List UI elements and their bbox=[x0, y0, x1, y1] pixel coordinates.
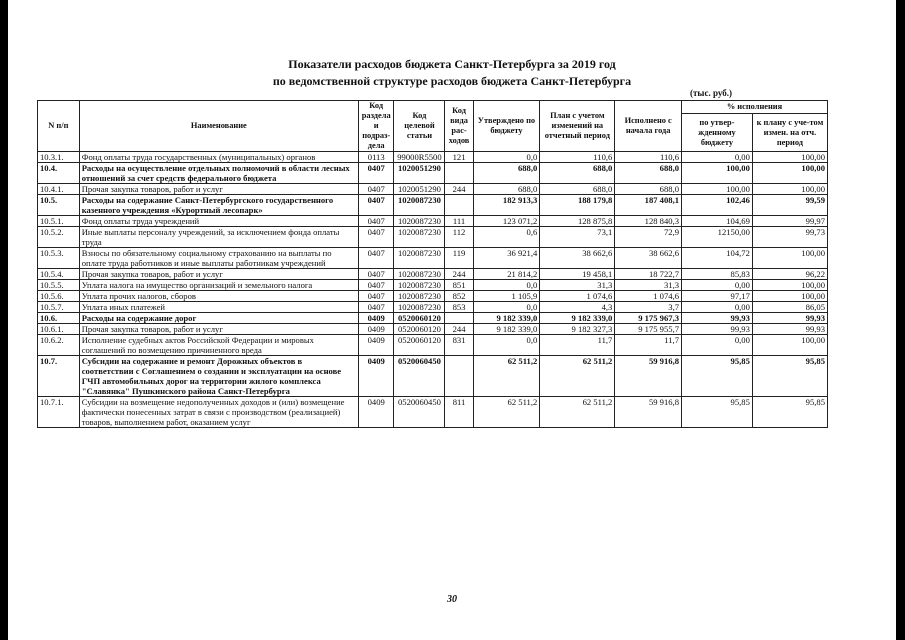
document-page bbox=[8, 0, 896, 640]
row-type bbox=[445, 356, 473, 397]
row-section: 0407 bbox=[359, 269, 394, 280]
row-approved: 9 182 339,0 bbox=[473, 313, 540, 324]
row-name: Расходы на осуществление отдельных полномочий в области лесных отношений за счет средств федерального бюджета bbox=[79, 163, 358, 184]
row-name: Расходы на содержание Санкт-Петербургского государственного казенного учреждения «Курортный лесопарк» bbox=[79, 195, 358, 216]
row-type: 121 bbox=[445, 152, 473, 163]
row-approved: 9 182 339,0 bbox=[473, 324, 540, 335]
row-plan: 9 182 327,3 bbox=[540, 324, 615, 335]
header-approved: Утверждено по бюджету bbox=[473, 101, 540, 152]
row-num: 10.6.2. bbox=[38, 335, 80, 356]
row-target: 1020087230 bbox=[394, 291, 445, 302]
row-pct-approved: 12150,00 bbox=[682, 227, 753, 248]
row-name: Иные выплаты персоналу учреждений, за исключением фонда оплаты труда bbox=[79, 227, 358, 248]
row-plan: 110,6 bbox=[540, 152, 615, 163]
table-row bbox=[38, 184, 828, 195]
row-pct-plan: 100,00 bbox=[752, 184, 827, 195]
row-executed: 110,6 bbox=[615, 152, 682, 163]
header-pct-approved: по утвер-жденному бюджету bbox=[682, 114, 753, 152]
row-pct-plan: 99,59 bbox=[752, 195, 827, 216]
row-approved: 21 814,2 bbox=[473, 269, 540, 280]
row-name: Фонд оплаты труда учреждений bbox=[79, 216, 358, 227]
row-target: 1020087230 bbox=[394, 269, 445, 280]
title-line-2: по ведомственной структуре расходов бюджета Санкт-Петербурга bbox=[272, 74, 632, 88]
header-name: Наименование bbox=[79, 101, 358, 152]
row-type: 853 bbox=[445, 302, 473, 313]
row-executed: 688,0 bbox=[615, 163, 682, 184]
row-pct-plan: 99,93 bbox=[752, 313, 827, 324]
row-name: Субсидии на содержание и ремонт Дорожных объектов в соответствии с Соглашением о создании и эксплуатации на основе ГЧП автомобильных дорог на территории жилого комплекса "Славянка" Пушкинского района Санкт-Петербурга bbox=[79, 356, 358, 397]
row-pct-approved: 97,17 bbox=[682, 291, 753, 302]
row-type: 112 bbox=[445, 227, 473, 248]
header-pct-plan: к плану с уче-том измен. на отч. период bbox=[752, 114, 827, 152]
row-section: 0409 bbox=[359, 356, 394, 397]
table-row bbox=[38, 280, 828, 291]
row-pct-plan: 100,00 bbox=[752, 335, 827, 356]
row-target: 1020087230 bbox=[394, 195, 445, 216]
row-pct-approved: 0,00 bbox=[682, 152, 753, 163]
row-approved: 0,6 bbox=[473, 227, 540, 248]
row-num: 10.5.2. bbox=[38, 227, 80, 248]
row-executed: 688,0 bbox=[615, 184, 682, 195]
row-type: 831 bbox=[445, 335, 473, 356]
row-section: 0407 bbox=[359, 216, 394, 227]
row-target: 1020087230 bbox=[394, 302, 445, 313]
row-section: 0407 bbox=[359, 291, 394, 302]
header-plan: План с учетом изменений на отчетный период bbox=[540, 101, 615, 152]
units-label: (тыс. руб.) bbox=[690, 88, 732, 98]
row-target: 1020087230 bbox=[394, 227, 445, 248]
table-row bbox=[38, 335, 828, 356]
row-plan: 38 662,6 bbox=[540, 248, 615, 269]
row-approved: 62 511,2 bbox=[473, 397, 540, 428]
row-pct-plan: 100,00 bbox=[752, 152, 827, 163]
row-name: Уплата налога на имущество организаций и земельного налога bbox=[79, 280, 358, 291]
table-row bbox=[38, 356, 828, 397]
row-target: 99000R5500 bbox=[394, 152, 445, 163]
row-pct-approved: 104,69 bbox=[682, 216, 753, 227]
row-section: 0409 bbox=[359, 397, 394, 428]
row-target: 0520060450 bbox=[394, 356, 445, 397]
row-section: 0407 bbox=[359, 248, 394, 269]
row-target: 1020051290 bbox=[394, 184, 445, 195]
table-row bbox=[38, 227, 828, 248]
row-executed: 38 662,6 bbox=[615, 248, 682, 269]
header-percent: % исполнения bbox=[682, 101, 828, 114]
row-approved: 62 511,2 bbox=[473, 356, 540, 397]
row-name: Уплата прочих налогов, сборов bbox=[79, 291, 358, 302]
row-plan: 188 179,8 bbox=[540, 195, 615, 216]
row-pct-approved: 99,93 bbox=[682, 324, 753, 335]
row-plan: 19 458,1 bbox=[540, 269, 615, 280]
row-name: Фонд оплаты труда государственных (муниципальных) органов bbox=[79, 152, 358, 163]
row-section: 0409 bbox=[359, 313, 394, 324]
table-row bbox=[38, 291, 828, 302]
row-executed: 3,7 bbox=[615, 302, 682, 313]
row-target: 1020087230 bbox=[394, 216, 445, 227]
row-approved: 182 913,3 bbox=[473, 195, 540, 216]
row-pct-plan: 99,73 bbox=[752, 227, 827, 248]
row-approved: 0,0 bbox=[473, 280, 540, 291]
row-name: Уплата иных платежей bbox=[79, 302, 358, 313]
row-type: 244 bbox=[445, 324, 473, 335]
row-section: 0407 bbox=[359, 184, 394, 195]
row-num: 10.6. bbox=[38, 313, 80, 324]
row-num: 10.7. bbox=[38, 356, 80, 397]
row-section: 0407 bbox=[359, 280, 394, 291]
row-section: 0113 bbox=[359, 152, 394, 163]
table-row bbox=[38, 248, 828, 269]
table-row bbox=[38, 195, 828, 216]
row-section: 0407 bbox=[359, 163, 394, 184]
row-plan: 73,1 bbox=[540, 227, 615, 248]
row-pct-plan: 99,97 bbox=[752, 216, 827, 227]
row-approved: 36 921,4 bbox=[473, 248, 540, 269]
row-pct-plan: 100,00 bbox=[752, 248, 827, 269]
row-section: 0407 bbox=[359, 302, 394, 313]
row-executed: 72,9 bbox=[615, 227, 682, 248]
row-approved: 688,0 bbox=[473, 184, 540, 195]
row-pct-approved: 99,93 bbox=[682, 313, 753, 324]
row-approved: 1 105,9 bbox=[473, 291, 540, 302]
row-num: 10.4. bbox=[38, 163, 80, 184]
row-plan: 9 182 339,0 bbox=[540, 313, 615, 324]
row-pct-plan: 95,85 bbox=[752, 356, 827, 397]
row-section: 0407 bbox=[359, 227, 394, 248]
row-executed: 59 916,8 bbox=[615, 397, 682, 428]
table-row bbox=[38, 302, 828, 313]
row-executed: 1 074,6 bbox=[615, 291, 682, 302]
row-type: 244 bbox=[445, 184, 473, 195]
row-type: 811 bbox=[445, 397, 473, 428]
row-pct-plan: 100,00 bbox=[752, 163, 827, 184]
row-executed: 9 175 955,7 bbox=[615, 324, 682, 335]
row-executed: 31,3 bbox=[615, 280, 682, 291]
row-section: 0409 bbox=[359, 335, 394, 356]
row-executed: 18 722,7 bbox=[615, 269, 682, 280]
row-name: Расходы на содержание дорог bbox=[79, 313, 358, 324]
row-pct-approved: 100,00 bbox=[682, 184, 753, 195]
header-section: Код раздела и подраз-дела bbox=[359, 101, 394, 152]
table-row bbox=[38, 397, 828, 428]
row-approved: 0,0 bbox=[473, 302, 540, 313]
row-pct-approved: 104,72 bbox=[682, 248, 753, 269]
row-pct-approved: 100,00 bbox=[682, 163, 753, 184]
table-row bbox=[38, 324, 828, 335]
row-pct-approved: 0,00 bbox=[682, 280, 753, 291]
row-approved: 0,0 bbox=[473, 335, 540, 356]
row-pct-approved: 0,00 bbox=[682, 302, 753, 313]
row-plan: 31,3 bbox=[540, 280, 615, 291]
row-target: 1020051290 bbox=[394, 163, 445, 184]
row-num: 10.5.6. bbox=[38, 291, 80, 302]
row-type: 111 bbox=[445, 216, 473, 227]
row-type: 244 bbox=[445, 269, 473, 280]
row-num: 10.5.4. bbox=[38, 269, 80, 280]
row-target: 0520060120 bbox=[394, 313, 445, 324]
row-pct-plan: 96,22 bbox=[752, 269, 827, 280]
row-executed: 9 175 967,3 bbox=[615, 313, 682, 324]
row-type: 852 bbox=[445, 291, 473, 302]
row-pct-plan: 86,05 bbox=[752, 302, 827, 313]
row-num: 10.5.5. bbox=[38, 280, 80, 291]
row-plan: 1 074,6 bbox=[540, 291, 615, 302]
row-type bbox=[445, 195, 473, 216]
row-pct-plan: 100,00 bbox=[752, 280, 827, 291]
row-executed: 11,7 bbox=[615, 335, 682, 356]
row-executed: 59 916,8 bbox=[615, 356, 682, 397]
row-plan: 11,7 bbox=[540, 335, 615, 356]
row-plan: 688,0 bbox=[540, 163, 615, 184]
row-section: 0407 bbox=[359, 195, 394, 216]
row-type: 119 bbox=[445, 248, 473, 269]
row-type: 851 bbox=[445, 280, 473, 291]
row-name: Прочая закупка товаров, работ и услуг bbox=[79, 324, 358, 335]
row-target: 0520060120 bbox=[394, 335, 445, 356]
row-target: 1020087230 bbox=[394, 248, 445, 269]
header-executed: Исполнено с начала года bbox=[615, 101, 682, 152]
row-pct-approved: 85,83 bbox=[682, 269, 753, 280]
row-name: Исполнение судебных актов Российской Федерации и мировых соглашений по возмещению причиненного вреда bbox=[79, 335, 358, 356]
row-num: 10.4.1. bbox=[38, 184, 80, 195]
row-target: 1020087230 bbox=[394, 280, 445, 291]
row-pct-approved: 95,85 bbox=[682, 397, 753, 428]
table-row bbox=[38, 163, 828, 184]
row-pct-approved: 95,85 bbox=[682, 356, 753, 397]
row-target: 0520060450 bbox=[394, 397, 445, 428]
row-pct-plan: 99,93 bbox=[752, 324, 827, 335]
row-executed: 128 840,3 bbox=[615, 216, 682, 227]
row-name: Взносы по обязательному социальному страхованию на выплаты по оплате труда работников и иные выплаты работникам учреждений bbox=[79, 248, 358, 269]
row-approved: 0,0 bbox=[473, 152, 540, 163]
row-name: Прочая закупка товаров, работ и услуг bbox=[79, 269, 358, 280]
row-name: Субсидии на возмещение недополученных доходов и (или) возмещение фактически понесенных затрат в связи с производством (реализацией) товаров, выполнением работ, оказанием услуг bbox=[79, 397, 358, 428]
row-num: 10.5.1. bbox=[38, 216, 80, 227]
page-number: 30 bbox=[447, 594, 457, 605]
row-num: 10.5.7. bbox=[38, 302, 80, 313]
row-plan: 4,3 bbox=[540, 302, 615, 313]
row-name: Прочая закупка товаров, работ и услуг bbox=[79, 184, 358, 195]
row-pct-plan: 95,85 bbox=[752, 397, 827, 428]
row-approved: 688,0 bbox=[473, 163, 540, 184]
header-target: Код целевой статьи bbox=[394, 101, 445, 152]
table-row bbox=[38, 269, 828, 280]
table-row bbox=[38, 313, 828, 324]
row-pct-approved: 102,46 bbox=[682, 195, 753, 216]
row-plan: 62 511,2 bbox=[540, 356, 615, 397]
row-num: 10.5. bbox=[38, 195, 80, 216]
row-executed: 187 408,1 bbox=[615, 195, 682, 216]
header-num: N п/п bbox=[38, 101, 80, 152]
table-row bbox=[38, 152, 828, 163]
row-section: 0409 bbox=[359, 324, 394, 335]
row-approved: 123 071,2 bbox=[473, 216, 540, 227]
header-type: Код вида рас-ходов bbox=[445, 101, 473, 152]
row-num: 10.7.1. bbox=[38, 397, 80, 428]
table-row bbox=[38, 216, 828, 227]
row-num: 10.3.1. bbox=[38, 152, 80, 163]
row-type bbox=[445, 163, 473, 184]
row-num: 10.6.1. bbox=[38, 324, 80, 335]
row-type bbox=[445, 313, 473, 324]
row-plan: 62 511,2 bbox=[540, 397, 615, 428]
row-plan: 688,0 bbox=[540, 184, 615, 195]
row-num: 10.5.3. bbox=[38, 248, 80, 269]
row-pct-plan: 100,00 bbox=[752, 291, 827, 302]
row-plan: 128 875,8 bbox=[540, 216, 615, 227]
expenditure-table bbox=[37, 100, 828, 428]
row-target: 0520060120 bbox=[394, 324, 445, 335]
title-line-1: Показатели расходов бюджета Санкт-Петербурга за 2019 год bbox=[288, 57, 616, 71]
page-title bbox=[8, 56, 896, 90]
row-pct-approved: 0,00 bbox=[682, 335, 753, 356]
